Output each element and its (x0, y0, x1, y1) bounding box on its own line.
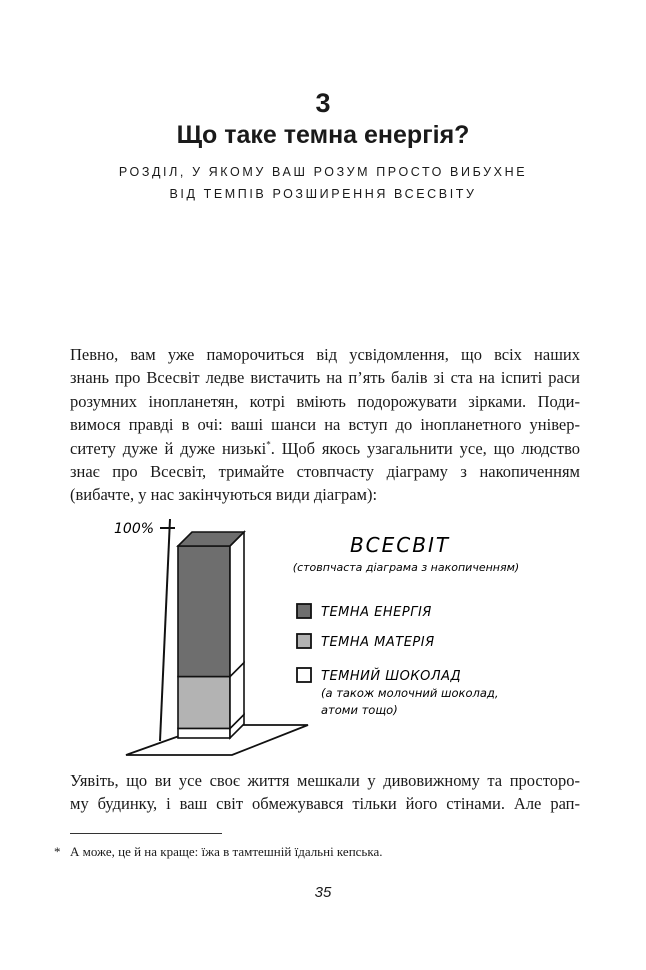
chapter-subtitle-line: ВІД ТЕМПІВ РОЗШИРЕННЯ ВСЕСВІТУ (169, 187, 477, 201)
chapter-number: 3 (315, 88, 331, 118)
text-line: знає про Всесвіт, тримайте стовпчасту діаграму з накопиченням (70, 461, 580, 481)
chapter-title: Що таке темна енергія? (176, 121, 470, 149)
legend-label: ТЕМНИЙ ШОКОЛАД (321, 669, 462, 684)
legend-note-line: (а також молочний шоколад, (321, 686, 499, 700)
text-line: Певно, вам уже паморочиться від усвідомлення, що всіх наших (70, 345, 580, 364)
text-segment: ситету дуже й дуже низькі (70, 438, 267, 458)
legend-swatch (297, 668, 311, 682)
y-axis (160, 519, 170, 741)
y-tick-label: 100% (114, 521, 155, 537)
bar-stack (178, 532, 244, 738)
text-line: Уявіть, що ви усе своє життя мешкали у дивовижному та просторо- (70, 771, 580, 790)
legend-swatch (297, 604, 311, 618)
footnote-divider (70, 833, 222, 834)
footnote (54, 844, 594, 860)
legend-note-line: атоми тощо) (321, 703, 398, 717)
text-line: му будинку, і ваш світ обмежувався тільки його стінами. Але рап- (70, 794, 580, 814)
chapter-subtitle-line: РОЗДІЛ, У ЯКОМУ ВАШ РОЗУМ ПРОСТО ВИБУХНЕ (118, 165, 528, 179)
page-number: 35 (314, 884, 332, 901)
paragraph-continued (70, 769, 580, 816)
chart-subtitle: (стовпчаста діаграма з накопиченням) (292, 561, 520, 574)
footnote-ref[interactable]: * (266, 439, 271, 450)
text-line: знань про Всесвіт ледве вистачить на п’ять балів зі ста на іспиті раси (70, 368, 580, 388)
footnote-mark: * (54, 844, 61, 859)
legend-label: ТЕМНА МАТЕРІЯ (321, 635, 435, 650)
text-segment: . Щоб якось узагальнити усе, що людство (270, 438, 580, 458)
bar-segment-front (178, 728, 230, 738)
footnote-text: А може, це й на краще: їжа в тамтешній їдальні кепська. (70, 844, 383, 859)
text-line: вимося правді в очі: ваші шанси на вступ до інопланетного універ- (70, 415, 580, 435)
text-line: розумних інопланетян, котрі вміють подорожувати зірками. Поди- (70, 391, 580, 411)
chart-title: ВСЕСВІТ (349, 533, 451, 557)
chart-legend (297, 604, 461, 684)
bar-segment-front (178, 677, 230, 729)
text-line: (вибачте, у нас закінчуються види діаграм): (70, 485, 378, 505)
bar-segment-side (230, 532, 244, 677)
bar-segment-front (178, 546, 230, 677)
legend-swatch (297, 634, 311, 648)
legend-label: ТЕМНА ЕНЕРГІЯ (321, 605, 432, 620)
